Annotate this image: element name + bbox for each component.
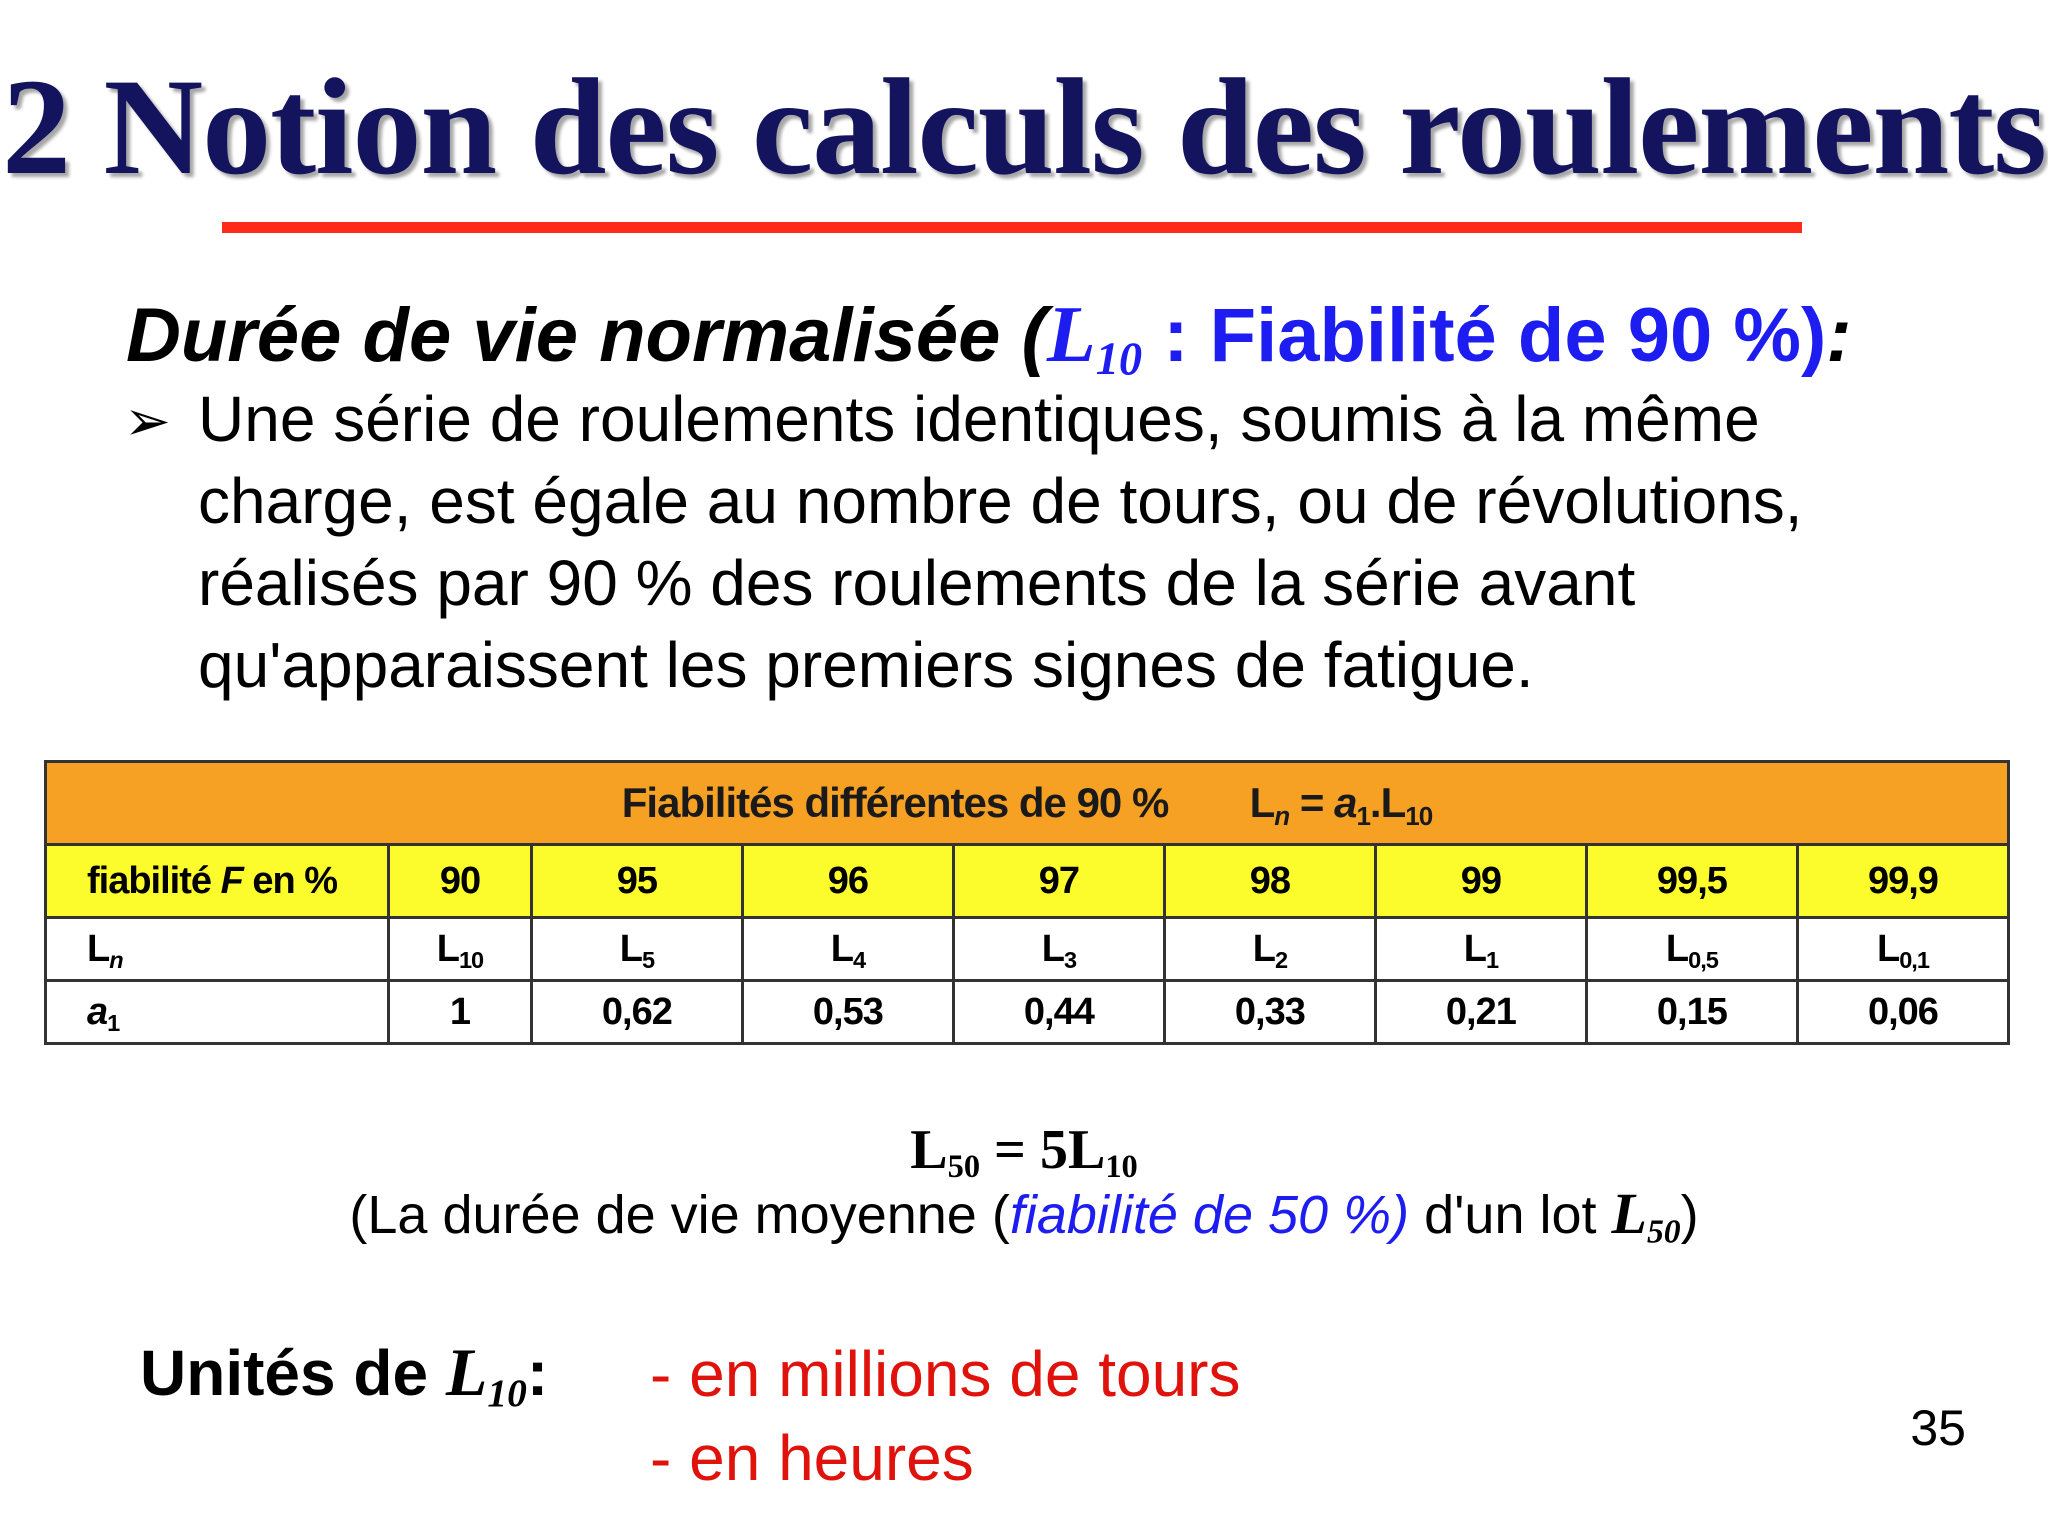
band-formula-l: L	[1249, 779, 1275, 826]
section-heading	[126, 285, 1852, 386]
a1-cell: 0,44	[953, 981, 1164, 1044]
bullet-arrow-icon: ➢	[124, 389, 171, 452]
ln-cell	[1164, 918, 1375, 981]
caption-var-letter: L	[1611, 1181, 1647, 1246]
ln-cell	[531, 918, 742, 981]
reliability-cell: 98	[1164, 845, 1375, 918]
band-formula	[1249, 779, 1433, 831]
a1-cell: 0,15	[1586, 981, 1797, 1044]
l50-formula	[0, 1118, 2048, 1186]
a1-cell: 1	[389, 981, 532, 1044]
a1-label-sub: 1	[107, 1009, 120, 1036]
caption-before: (La durée de vie moyenne (	[349, 1185, 1010, 1245]
ln-cell-sub: 0,5	[1688, 946, 1718, 973]
bullet-text: Une série de roulements identiques, soumis à la même charge, est égale au nombre de tours, ou de révolutions, réalisés par 90 % des roulements de la série avant qu'apparaissent les premiers signes de fatigue.	[198, 383, 1803, 701]
a1-cell: 0,62	[531, 981, 742, 1044]
band-formula-a: a	[1334, 779, 1357, 826]
ln-cell-sub: 1	[1485, 946, 1499, 973]
units-item: - en millions de tours	[650, 1338, 1241, 1410]
a1-row	[46, 981, 2009, 1044]
a1-cell: 0,06	[1797, 981, 2008, 1044]
reliability-cell: 95	[531, 845, 742, 918]
ln-cell-main: L	[619, 927, 642, 970]
units-item: - en heures	[650, 1422, 974, 1494]
band-formula-l2-sub: 10	[1405, 800, 1433, 831]
reliability-cell: 99,5	[1586, 845, 1797, 918]
table-band-row	[46, 762, 2009, 845]
ln-cell	[742, 918, 953, 981]
ln-cell	[1797, 918, 2008, 981]
reliability-cell: 96	[742, 845, 953, 918]
ln-cell	[1375, 918, 1586, 981]
band-formula-eq: =	[1289, 779, 1335, 826]
reliability-cell: 99	[1375, 845, 1586, 918]
section-heading-var-sub: 10	[1095, 333, 1143, 385]
units-var-sub: 10	[487, 1371, 527, 1416]
reliability-table	[44, 760, 2010, 1045]
caption-close: )	[1680, 1185, 1699, 1245]
table-band-title	[46, 762, 2009, 845]
ln-label-sub: n	[109, 946, 123, 973]
reliability-label-prefix: fiabilité	[87, 859, 221, 902]
units-var	[445, 1334, 527, 1416]
page-number: 35	[1910, 1400, 1966, 1456]
ln-cell-sub: 3	[1063, 946, 1077, 973]
band-formula-dot: .	[1369, 779, 1381, 826]
ln-cell-sub: 5	[641, 946, 655, 973]
reliability-cell: 97	[953, 845, 1164, 918]
ln-cell-main: L	[830, 927, 853, 970]
section-heading-var	[1046, 291, 1143, 385]
units-var-letter: L	[445, 1334, 488, 1410]
ln-cell-sub: 4	[852, 946, 866, 973]
band-formula-l-sub: n	[1274, 800, 1290, 831]
caption-var-sub: 50	[1646, 1213, 1681, 1251]
reliability-header-label	[46, 845, 389, 918]
a1-cell: 0,33	[1164, 981, 1375, 1044]
reliability-cell: 99,9	[1797, 845, 2008, 918]
units-label	[140, 1332, 549, 1416]
formula-lhs: L	[910, 1119, 948, 1181]
units-list	[650, 1332, 1240, 1500]
ln-cell-main: L	[1876, 927, 1900, 970]
ln-cell-main: L	[436, 927, 459, 970]
ln-cell	[389, 918, 532, 981]
reliability-cell: 90	[389, 845, 532, 918]
formula-rhs-sub: 10	[1105, 1149, 1138, 1186]
units-colon: :	[526, 1337, 549, 1409]
ln-label-letter: L	[87, 927, 110, 970]
reliability-label-var: F	[220, 859, 243, 902]
a1-cell: 0,53	[742, 981, 953, 1044]
units-label-text: Unités de	[140, 1337, 446, 1409]
a1-cell: 0,21	[1375, 981, 1586, 1044]
slide-title: 2 Notion des calculs des roulements	[2, 50, 2046, 203]
formula-rhs: = 5L	[980, 1119, 1106, 1181]
ln-cell-main: L	[1041, 927, 1064, 970]
section-heading-reliability: : Fiabilité de 90 %)	[1142, 293, 1827, 378]
caption-after: d'un lot	[1409, 1185, 1612, 1245]
band-formula-l2: L	[1380, 779, 1406, 826]
table-header-row	[46, 845, 2009, 918]
ln-row-label	[46, 918, 389, 981]
ln-cell-sub: 10	[458, 946, 484, 973]
ln-cell-main: L	[1252, 927, 1275, 970]
ln-cell-sub: 2	[1274, 946, 1288, 973]
band-title-text: Fiabilités différentes de 90 %	[621, 779, 1169, 826]
ln-cell-main: L	[1665, 927, 1689, 970]
caption-var	[1611, 1181, 1681, 1251]
ln-cell-sub: 0,1	[1899, 946, 1929, 973]
ln-cell	[1586, 918, 1797, 981]
band-formula-a-sub: 1	[1356, 800, 1370, 831]
ln-row	[46, 918, 2009, 981]
mean-life-caption	[0, 1180, 2048, 1249]
title-underline	[222, 222, 1802, 233]
ln-cell	[953, 918, 1164, 981]
ln-cell-main: L	[1463, 927, 1486, 970]
a1-label-letter: a	[87, 990, 108, 1033]
section-heading-open: (	[1021, 293, 1047, 378]
section-heading-var-letter: L	[1046, 291, 1096, 379]
a1-row-label	[46, 981, 389, 1044]
caption-reliability: fiabilité de 50 %)	[1009, 1185, 1410, 1245]
section-heading-main: Durée de vie normalisée	[126, 293, 1001, 378]
section-heading-colon: :	[1826, 293, 1852, 378]
reliability-label-suffix: en %	[242, 859, 338, 902]
formula-lhs-sub: 50	[947, 1149, 981, 1186]
